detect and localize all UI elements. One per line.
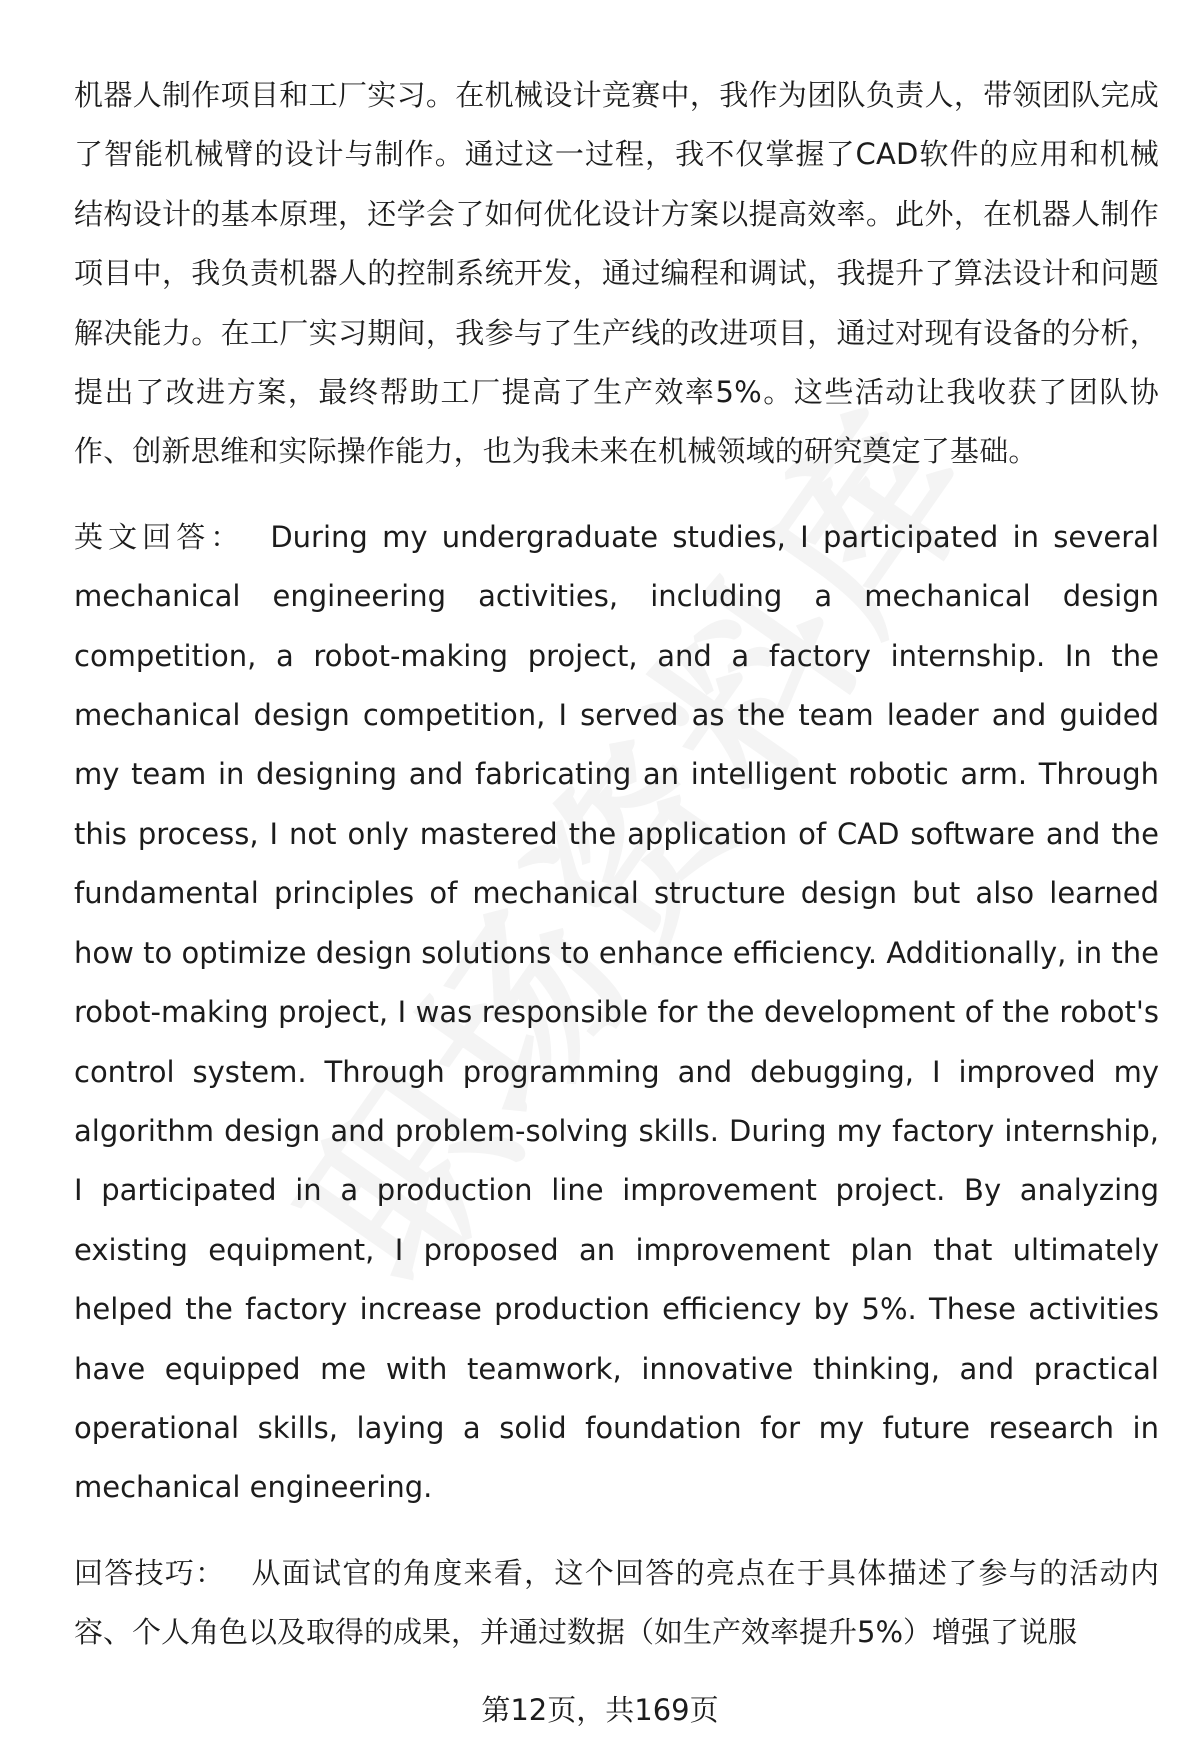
chinese-answer-paragraph: 机器人制作项目和工厂实习。在机械设计竞赛中，我作为团队负责人，带领团队完成了智能机械臂的设计与制作。通过这一过程，我不仅掌握了CAD软件的应用和机械结构设计的基本原理，还学会了如何优化设计方案以提高效率。此外，在机器人制作项目中，我负责机器人的控制系统开发，通过编程和调试，我提升了算法设计和问题解决能力。在工厂实习期间，我参与了生产线的改进项目，通过对现有设备的分析，提出了改进方案，最终帮助工厂提高了生产效率5%。这些活动让我收获了团队协作、创新思维和实际操作能力，也为我未来在机械领域的研究奠定了基础。 — [74, 78, 1159, 469]
answer-tips-paragraph — [74, 1544, 1159, 1663]
english-answer-text: During my undergraduate studies, I participated in several mechanical engineering activities, including a mechanical design competition, a robot-making project, and a factory internship. In the mechanical design competition, I served as the team leader and guided my team in designing and fabricating an intelligent robotic arm. Through this process, I not only mastered the application of CAD software and the fundamental principles of mechanical structure design but also learned how to optimize design solutions to enhance efficiency. Additionally, in the robot-making project, I was responsible for the development of the robot's control system. Through programming and debugging, I improved my algorithm design and problem-solving skills. During my factory internship, I participated in a production line improvement project. By analyzing existing equipment, I proposed an improvement plan that ultimately helped the factory increase production efficiency by 5%. These activities have equipped me with teamwork, innovative thinking, and practical operational skills, laying a solid foundation for my future research in mechanical engineering. — [74, 519, 1159, 1505]
document-body — [74, 66, 1159, 1663]
english-answer-paragraph — [74, 508, 1159, 1518]
page-number: 第12页，共169页 — [481, 1693, 719, 1727]
answer-tips-text: 从面试官的角度来看，这个回答的亮点在于具体描述了参与的活动内容、个人角色以及取得的成果，并通过数据（如生产效率提升5%）增强了说服 — [74, 1555, 1159, 1650]
page-footer — [0, 1690, 1200, 1730]
answer-tips-label: 回答技巧： — [74, 1555, 226, 1590]
english-answer-label: 英文回答： — [74, 519, 245, 554]
